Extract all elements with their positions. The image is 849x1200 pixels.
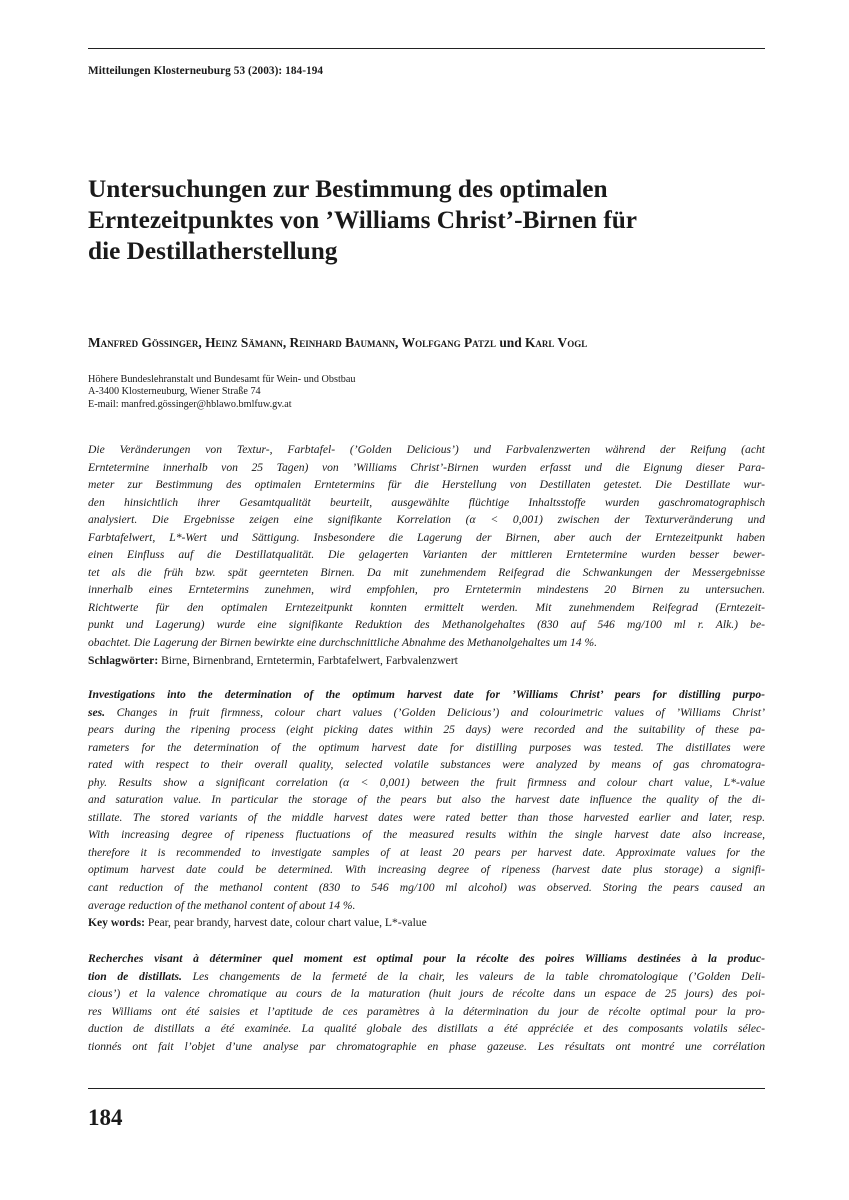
abstract-title-end: tion de distillats. <box>88 969 182 983</box>
keywords-text: Birne, Birnenbrand, Erntetermin, Farbtafelwert, Farbvalenzwert <box>158 653 458 667</box>
title-line: Untersuchungen zur Bestimmung des optimalen <box>88 175 608 203</box>
keywords-text: Pear, pear brandy, harvest date, colour chart value, L*-value <box>145 916 427 930</box>
abstract-line: innerhalb eines Erntetermins zunehmen, wird empfohlen, pro Erntetermin mindestens 20 Birnen zu untersuchen. <box>88 583 765 597</box>
abstract-line: Richtwerte für den optimalen Erntezeitpunkt konnten ermittelt werden. Mit zunehmendem Reifegrad (Erntezeit- <box>88 600 765 614</box>
abstract-line: den hinsichtlich ihrer Gesamtqualität beurteilt, ausgewählte flüchtige Inhaltsstoffe wurden gaschromatographisch <box>88 495 765 509</box>
abstract-line: rameters for the determination of the optimum harvest date for distilling purposes was tested. The distillates were <box>88 740 765 754</box>
abstract-line: punkt und Lagerung) wurde eine signifikante Reduktion des Methanolgehaltes (830 auf 546 mg/100 ml r. Alk.) be- <box>88 618 765 632</box>
page-number: 184 <box>88 1105 123 1130</box>
abstract-title-end: ses. <box>88 705 106 719</box>
affiliation-address: A-3400 Klosterneuburg, Wiener Straße 74 <box>88 386 261 398</box>
keywords-label: Key words: <box>88 916 145 930</box>
abstract-line: Farbtafelwert, L*-Wert und Sättigung. Insbesondere die Lagerung der Birnen, aber auch der Erntezeitpunkt haben <box>88 530 765 544</box>
abstract-line: average reduction of the methanol content of about 14 %. <box>88 898 356 912</box>
abstract-line: and saturation value. In particular the storage of the pears but also the harvest date influence the quality of the di- <box>88 793 765 807</box>
abstract-line <box>88 704 765 722</box>
abstract-line: einen Einfluss auf die Destillatqualität. Die gelagerten Varianten der mittleren Erntetermine wurden besser bewer- <box>88 548 765 562</box>
keywords-line <box>88 652 765 670</box>
abstract-line: pears during the ripening process (eight picking dates within 25 days) were recorded and the suitability of these pa- <box>88 723 765 737</box>
abstract-line: phy. Results show a significant correlation (α < 0,001) between the fruit firmness and colour chart value, L*-value <box>88 775 765 789</box>
abstract-german <box>88 441 765 669</box>
abstract-line: stillate. The stored variants of the middle harvest dates were rated better than those harvested earlier and later, resp. <box>88 810 765 824</box>
abstract-line: tet als die früh bzw. spät geernteten Birnen. Da mit zunehmendem Reifegrad die Schwankungen der Messergebnisse <box>88 565 765 579</box>
affiliation-institution: Höhere Bundeslehranstalt und Bundesamt für Wein- und Obstbau <box>88 374 356 385</box>
author-name: Heinz Sämann <box>205 335 283 350</box>
abstract-text: Changes in fruit firmness, colour chart values (’Golden Delicious’) and colourimetric values of ’Williams Christ’ <box>105 705 765 719</box>
author-conjunction: und <box>495 335 526 350</box>
top-rule <box>88 48 765 49</box>
keywords-line <box>88 914 765 932</box>
abstract-title-line: Recherches visant à déterminer quel moment est optimal pour la récolte des poires Williams destinées à la produc- <box>88 952 765 965</box>
abstract-english <box>88 686 765 932</box>
journal-citation: Mitteilungen Klosterneuburg 53 (2003): 184-194 <box>88 65 324 77</box>
abstract-line: Erntetermine innerhalb von 25 Tagen) von ’Williams Christ’-Birnen wurden erfasst und die Eignung dieser Para- <box>88 460 765 474</box>
abstract-line: duction de distillats a été examinée. La qualité globale des distillats a été appréciée et des composants volatils sélec- <box>88 1022 765 1036</box>
bottom-rule <box>88 1088 765 1089</box>
abstract-line: rated with respect to their overall quality, selected volatile substances were analyzed by means of gas chromatogra- <box>88 758 765 772</box>
author-name: Wolfgang Patzl <box>401 335 496 350</box>
abstract-line: optimum harvest date could be determined. With increasing degree of ripeness (harvest date plus storage) a signifi- <box>88 863 765 877</box>
abstract-line: analysiert. Die Ergebnisse zeigen eine signifikante Korrelation (α < 0,001) zwischen der Texturveränderung und <box>88 513 765 527</box>
abstract-line: cious’) et la valence chromatique au cours de la maturation (huit jours de récolte dans un espace de 25 jours) des poi- <box>88 987 765 1001</box>
abstract-line: With increasing degree of ripeness fluctuations of the measured results within the single harvest date also increase, <box>88 828 765 842</box>
author-separator: , <box>395 335 402 350</box>
author-separator: , <box>198 335 206 350</box>
abstract-line: res Williams ont été saisies et l’aptitude de ces paramètres à la détermination du jour de récolte optimal pour la pro- <box>88 1004 765 1018</box>
author-separator: , <box>282 335 290 350</box>
abstract-line: meter zur Bestimmung des optimalen Erntetermins für die Herstellung von Destillaten getestet. Die Destillate wur- <box>88 478 765 492</box>
author-name: Karl Vogl <box>525 335 588 350</box>
abstract-line: therefore it is recommended to investigate samples of at least 20 pears per harvest date. Approximate values for the <box>88 845 765 859</box>
title-line: Erntezeitpunktes von ’Williams Christ’-Birnen für <box>88 206 638 234</box>
abstract-french <box>88 950 765 1055</box>
article-title <box>88 174 778 267</box>
abstract-line: Die Veränderungen von Textur-, Farbtafel- (’Golden Delicious’) und Farbvalenzwerten während der Reifung (acht <box>88 443 765 456</box>
affiliation-email: E-mail: manfred.gössinger@hblawo.bmlfuw.gv.at <box>88 398 292 410</box>
abstract-title-line: Investigations into the determination of the optimum harvest date for ’Williams Christ’ pears for distilling purpo- <box>88 688 765 701</box>
affiliation <box>88 374 356 411</box>
abstract-line: tionnés ont fait l’objet d’une analyse par chromatographie en phase gazeuse. Les résultats ont montré une corrélation <box>88 1039 765 1053</box>
abstract-line <box>88 968 765 986</box>
abstract-line: obachtet. Die Lagerung der Birnen bewirkte eine durchschnittliche Abnahme des Methanolgehaltes um 14 %. <box>88 636 598 650</box>
abstract-text: Les changements de la fermeté de la chair, les valeurs de la table chromatologique (’Golden Deli- <box>181 969 765 983</box>
author-name: Manfred Gössinger <box>88 335 199 350</box>
author-list <box>88 335 587 351</box>
title-line: die Destillatherstellung <box>88 237 338 265</box>
abstract-line: cant reduction of the methanol content (830 to 546 mg/100 ml alcohol) was observed. Storing the pears caused an <box>88 881 765 895</box>
author-name: Reinhard Baumann <box>289 335 395 350</box>
keywords-label: Schlagwörter: <box>88 653 159 667</box>
